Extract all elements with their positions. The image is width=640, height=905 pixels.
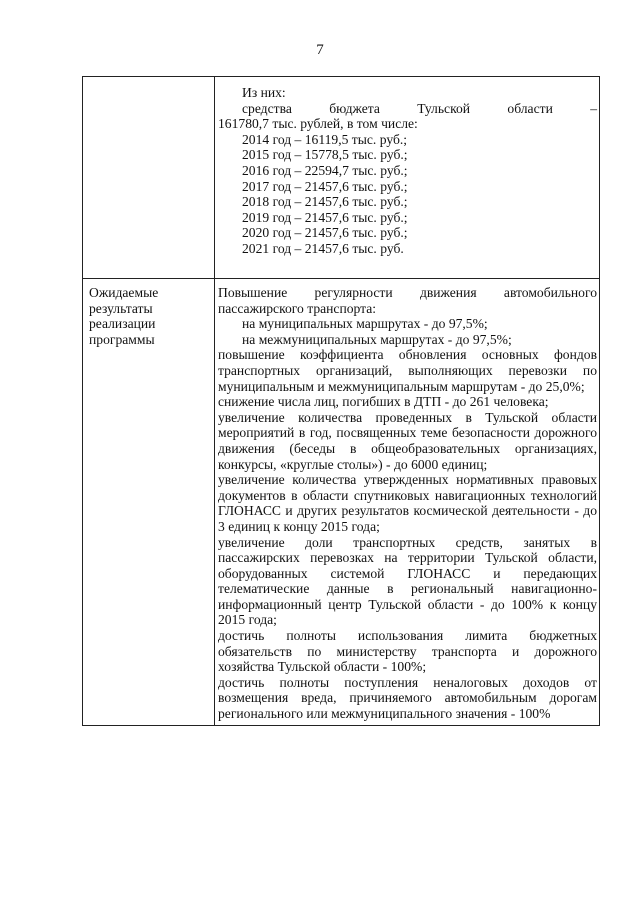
funding-intro: Из них: bbox=[242, 85, 286, 100]
result-line: хозяйства Тульской области - 100%; bbox=[218, 659, 427, 675]
result-line: документов в области спутниковых навигационных технологий bbox=[218, 487, 597, 503]
result-line: на муниципальных маршрутах - до 97,5%; bbox=[242, 316, 488, 332]
results-label-line: программы bbox=[89, 331, 155, 347]
result-line: телематические данные в региональный навигационно- bbox=[218, 581, 597, 597]
result-line: возмещения вреда, причиняемого автомобильным дорогам bbox=[218, 690, 597, 706]
result-line: пассажирского транспорта: bbox=[218, 300, 377, 316]
results-content-cell bbox=[215, 279, 600, 726]
result-line: увеличение количества проведенных в Тульской области bbox=[218, 409, 597, 425]
table-row-expected-results bbox=[83, 279, 600, 726]
result-line: увеличение количества утвержденных нормативных правовых bbox=[218, 472, 597, 488]
result-line: снижение числа лиц, погибших в ДТП - до 261 человека; bbox=[218, 394, 549, 410]
result-line: движения (беседы в общеобразовательных организациях, bbox=[218, 440, 597, 456]
funding-year-2018: 2018 год – 21457,6 тыс. руб.; bbox=[242, 194, 408, 210]
funding-label-cell bbox=[83, 77, 215, 279]
result-line: увеличение доли транспортных средств, занятых в bbox=[218, 534, 597, 550]
result-line: достичь полноты поступления неналоговых доходов от bbox=[218, 674, 597, 690]
results-label-line: реализации bbox=[89, 316, 156, 332]
result-line: оборудованных системой ГЛОНАСС и передающих bbox=[218, 565, 597, 581]
funding-year-2014: 2014 год – 16119,5 тыс. руб.; bbox=[242, 131, 408, 147]
funding-content-cell bbox=[215, 77, 600, 279]
funding-year-2021: 2021 год – 21457,6 тыс. руб. bbox=[242, 240, 404, 256]
result-line: регионального или межмуниципального значения - 100% bbox=[218, 706, 551, 722]
result-line: пассажирских перевозках на территории Тульской области, bbox=[218, 550, 597, 566]
page-number: 7 bbox=[316, 42, 324, 58]
results-label-cell bbox=[83, 279, 215, 726]
funding-year-2020: 2020 год – 21457,6 тыс. руб.; bbox=[242, 225, 408, 241]
result-line: транспортных организаций, выполняющих перевозки по bbox=[218, 362, 597, 378]
result-line: Повышение регулярности движения автомобильного bbox=[218, 285, 597, 300]
result-line: обязательств по министерству транспорта и дорожного bbox=[218, 643, 597, 659]
result-line: конкурсы, «круглые столы») - до 6000 единиц; bbox=[218, 456, 488, 472]
funding-budget-line2: 161780,7 тыс. рублей, в том числе: bbox=[218, 116, 418, 132]
result-line: достичь полноты использования лимита бюджетных bbox=[218, 628, 597, 644]
funding-year-2016: 2016 год – 22594,7 тыс. руб.; bbox=[242, 162, 408, 178]
funding-year-2015: 2015 год – 15778,5 тыс. руб.; bbox=[242, 147, 408, 163]
table-row-funding bbox=[83, 77, 600, 279]
result-line: 3 единиц к концу 2015 года; bbox=[218, 518, 380, 534]
results-label-line: результаты bbox=[89, 300, 153, 316]
result-line: 2015 года; bbox=[218, 612, 277, 628]
result-line: мероприятий в год, посвященных теме безопасности дорожного bbox=[218, 425, 597, 441]
result-line: повышение коэффициента обновления основных фондов bbox=[218, 347, 597, 363]
funding-budget-line1: средства бюджета Тульской области – bbox=[242, 100, 597, 116]
program-table bbox=[82, 76, 600, 726]
results-label-line: Ожидаемые bbox=[89, 285, 159, 300]
result-line: ГЛОНАСС и других результатов космической деятельности - до bbox=[218, 503, 597, 519]
result-line: информационный центр Тульской области - до 100% к концу bbox=[218, 596, 597, 612]
funding-year-2019: 2019 год – 21457,6 тыс. руб.; bbox=[242, 209, 408, 225]
funding-year-2017: 2017 год – 21457,6 тыс. руб.; bbox=[242, 178, 408, 194]
result-line: муниципальным и межмуниципальным маршрутам - до 25,0%; bbox=[218, 378, 585, 394]
result-line: на межмуниципальных маршрутах - до 97,5%; bbox=[242, 331, 512, 347]
